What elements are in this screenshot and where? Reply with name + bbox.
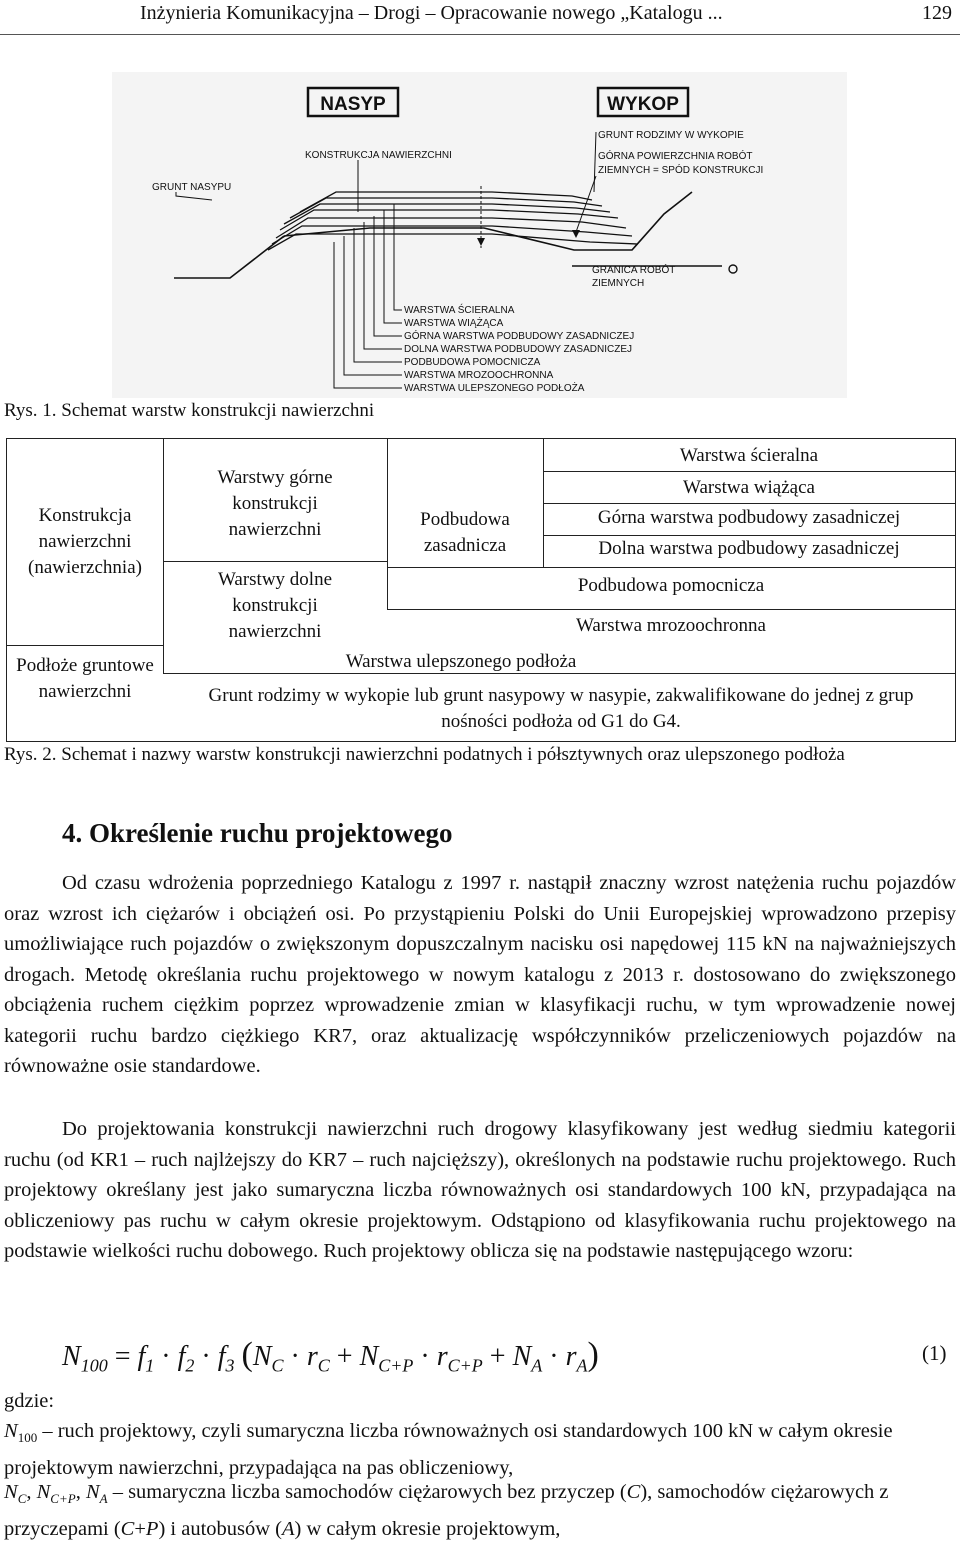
layer-label: WARSTWA ULEPSZONEGO PODŁOŻA (404, 383, 585, 394)
definition-n100: $N_{100}$ – ruch projektowy, czyli sumaryczna liczba równoważnych osi standardowych 100 kN w całym okresie projektowym nawierzchni, przypadająca na pas obliczeniowy, (4, 1420, 893, 1480)
cell-dolna-warstwa: Dolna warstwa podbudowy zasadniczej (598, 538, 900, 559)
layer-label: WARSTWA ŚCIERALNA (404, 305, 515, 316)
cell-podbudowa-pomocnicza: Podbudowa pomocnicza (577, 575, 765, 596)
definition-nc-text-b: ), samochodów ciężarowych z przyczepami ( (4, 1481, 889, 1541)
cell-warstwa-scieralna: Warstwa ścieralna (679, 445, 819, 466)
label-wykop: WYKOP (607, 94, 679, 115)
cell-podbudowa-zasadnicza: Podbudowa zasadnicza (420, 509, 510, 556)
cell-konstrukcja: Konstrukcja nawierzchni (nawierzchnia) (28, 505, 142, 578)
layer-label: WARSTWA MROZOOCHRONNA (404, 370, 554, 381)
section-title: 4. Określenie ruchu projektowego (62, 818, 453, 848)
cross-section-diagram (112, 72, 847, 398)
figure-road-cross-section (112, 72, 847, 398)
figure2-caption: Rys. 2. Schemat i nazwy warstw konstrukcji nawierzchni podatnych i półsztywnych oraz ulepszonego podłoża (4, 744, 845, 765)
cell-warstwa-wiazaca: Warstwa wiążąca (683, 477, 815, 498)
label-gorna-powierzchnia-2: ZIEMNYCH = SPÓD KONSTRUKCJI (598, 165, 764, 176)
cell-warstwa-mrozoochronna: Warstwa mrozoochronna (576, 615, 766, 636)
layers-table (6, 438, 956, 742)
layer-label: GÓRNA WARSTWA PODBUDOWY ZASADNICZEJ (404, 331, 635, 342)
layer-label: PODBUDOWA POMOCNICZA (404, 357, 541, 368)
definition-n100-text: – ruch projektowy, czyli sumaryczna liczba równoważnych osi standardowych 100 kN w całym okresie projektowym nawierzchni, przypadająca na pas obliczeniowy, (4, 1420, 893, 1480)
cell-warstwy-gorne: Warstwy górne konstrukcji nawierzchni (217, 467, 333, 540)
paragraph-1 (4, 868, 956, 1082)
cell-warstwy-dolne: Warstwy dolne konstrukcji nawierzchni (217, 569, 333, 642)
figure1-caption: Rys. 1. Schemat warstw konstrukcji nawierzchni (4, 400, 375, 421)
gdzie-label: gdzie: (4, 1390, 55, 1412)
label-gorna-powierzchnia-1: GÓRNA POWIERZCHNIA ROBÓT (598, 151, 753, 162)
label-grunt-rodzimy: GRUNT RODZIMY W WYKOPIE (598, 130, 744, 141)
formula-1: $N_{100} = f_1 \cdot f_2 \cdot f_3$ $(N_C \cdot r_C + N_{C+P} \cdot r_{C+P} + N_A \cdot r_A)$ (62, 1336, 599, 1376)
label-granica-1: GRANICA ROBÓT (592, 265, 676, 276)
cell-gorna-warstwa: Górna warstwa podbudowy zasadniczej (597, 507, 901, 528)
definition-nc-text-a: – sumaryczna liczba samochodów ciężarowych bez przyczep ( (107, 1481, 627, 1503)
definition-nc: $N_C$, $N_{C+P}$, $N_A$ – sumaryczna liczba samochodów ciężarowych bez przyczep (C), samochodów ciężarowych z przyczepami (C+P) i autobusów (A) w całym okresie projektowym, (4, 1481, 889, 1541)
cell-grunt: Grunt rodzimy w wykopie lub grunt nasypowy w nasypie, zakwalifikowane do jednej z grup nośności podłoża od G1 do G4. (208, 685, 914, 732)
definition-nc-text-d: ) w całym okresie projektowym, (294, 1518, 561, 1541)
label-nasyp: NASYP (320, 94, 386, 115)
label-grunt-nasypu: GRUNT NASYPU (152, 182, 232, 193)
page-number: 129 (922, 2, 952, 24)
equation-number: (1) (922, 1341, 947, 1365)
running-header (0, 0, 960, 35)
cell-podloze: Podłoże gruntowe nawierzchni (16, 655, 154, 702)
paragraph-2-text: Do projektowania konstrukcji nawierzchni ruch drogowy klasyfikowany jest według siedmiu kategorii ruchu (od KR1 – ruch najlżejszy do KR7 – ruch najcięższy), określonych na podstawie ruchu projektowego. Ruch projektowy określany jest jako sumaryczna liczba równoważnych osi standardowych 100 kN, przypadająca na obliczeniowy pas ruchu w całym okresie projektowym. Odstąpiono od klasyfikowania ruchu projektowego na podstawie wielkości ruchu dobowego. Ruch projektowy oblicza się na podstawie następującego wzoru: (4, 1118, 956, 1262)
label-konstrukcja: KONSTRUKCJA NAWIERZCHNI (305, 150, 452, 161)
cell-warstwa-ulepszonego: Warstwa ulepszonego podłoża (345, 651, 577, 672)
label-granica-2: ZIEMNYCH (592, 278, 645, 289)
definition-nc-text-c: ) i autobusów ( (158, 1518, 283, 1541)
running-title: Inżynieria Komunikacyjna – Drogi – Opracowanie nowego „Katalogu ... (140, 2, 723, 24)
layer-label: WARSTWA WIĄŻĄCA (404, 318, 504, 329)
paragraph-1-text: Od czasu wdrożenia poprzedniego Katalogu z 1997 r. nastąpił znaczny wzrost natężenia ruchu pojazdów oraz wzrost ich ciężarów i obciążeń osi. Po przystąpieniu Polski do Unii Europejskiej wprowadzono przepisy umożliwiające ruch pojazdów o zwiększonym dopuszczalnym nacisku osi napędowej 115 kN na najważniejszych drogach. Metodę określania ruchu projektowego w nowym katalogu z 2013 r. dostosowano do zwiększonego obciążenia ruchem ciężkim poprzez wprowadzenie zmian w klasyfikacji ruchu, w tym wprowadzenie nowej kategorii ruchu bardzo ciężkiego KR7, oraz aktualizację współczynników przeliczeniowych pojazdów na równoważne osie standardowe. (4, 872, 956, 1077)
layer-label: DOLNA WARSTWA PODBUDOWY ZASADNICZEJ (404, 344, 632, 355)
paragraph-2 (4, 1114, 956, 1267)
